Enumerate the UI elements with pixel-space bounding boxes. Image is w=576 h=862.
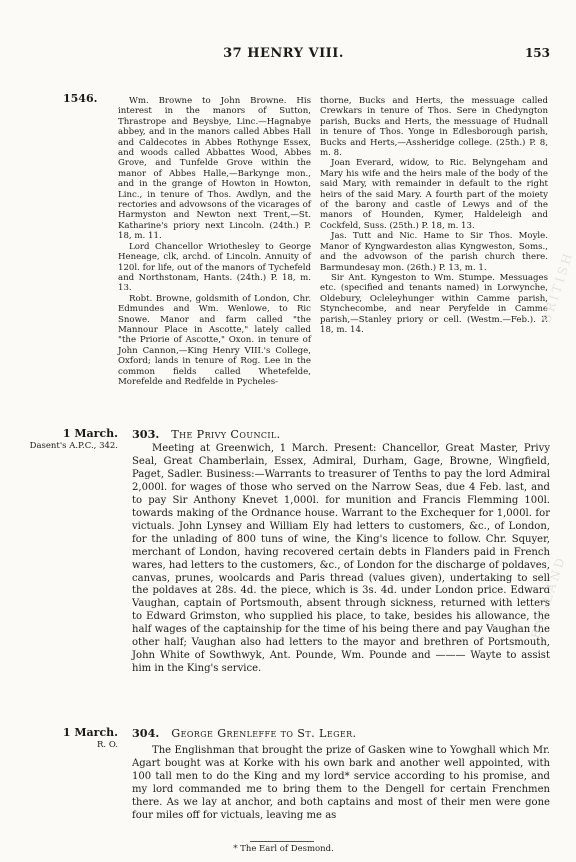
entry-304-margin xyxy=(20,727,118,751)
side-watermark: BRITISH xyxy=(539,249,576,325)
grant-paragraph: thorne, Bucks and Herts, the messuage called Crewkars in tenure of Thos. Sere in Chedyngton parish, Bucks and Herts, the messuage of Hudnall in tenure of Thos. Yonge in Edlesborough parish, Bucks and Herts,—Assheridge college. (25th.) P. 8, m. 8. xyxy=(320,96,548,159)
grant-paragraph: Sir Ant. Kyngeston to Wm. Stumpe. Messuages etc. (specified and tenants named) in Lorwynche, Oldebury, Ocleleyhunger within Camme parish, Stynchecombe, and near Peryfelde in Camme parish,—Stanley priory or cell. (Westm.—Feb.). P. 18, m. 14. xyxy=(320,272,548,335)
entry-303-margin xyxy=(20,428,118,452)
entry-304-body xyxy=(132,745,550,823)
page-title: 37 HENRY VIII. xyxy=(223,46,344,61)
side-watermark: ENGLAND xyxy=(528,553,569,641)
entry-title: The Privy Council. xyxy=(171,428,281,441)
footnote: * The Earl of Desmond. xyxy=(233,844,334,854)
entry-304-heading xyxy=(132,726,357,740)
entry-number: 304. xyxy=(132,726,160,740)
entry-303-body xyxy=(132,443,550,676)
entry-number: 303. xyxy=(132,427,160,441)
entry-date: 1 March. xyxy=(62,726,118,739)
grant-paragraph: Joan Everard, widow, to Ric. Belyngeham and Mary his wife and the heirs male of the body of the said Mary, with remainder in default to the right heirs of the said Mary. A fourth part of the moiety of the barony and castle of Lewys and of the manors of Hounden, Kymer, Haldeleigh and Cockfeld, Suss. (25th.) P. 18, m. 13. xyxy=(320,158,548,231)
grant-paragraph: Lord Chancellor Wriothesley to George Heneage, clk, archd. of Lincoln. Annuity of 120l. for life, out of the manors of Tychefeld and Northstonam, Hants. (24th.) P. 18, m. 13. xyxy=(118,241,311,294)
grant-paragraph: Jas. Tutt and Nic. Hame to Sir Thos. Moyle. Manor of Kyngwardeston alias Kyngweston, Soms., and the advowson of the parish church there. Barmundesay mon. (26th.) P. 13, m. 1. xyxy=(320,231,548,273)
right-column xyxy=(320,96,548,335)
entry-source: Dasent's A.P.C., 342. xyxy=(29,441,118,451)
year-margin: 1546. xyxy=(63,92,98,105)
entry-text: Meeting at Greenwich, 1 March. Present: Chancellor, Great Master, Privy Seal, Great Chamberlain, Essex, Admiral, Durham, Gage, Browne, Wingfield, Paget, Sadler. Business:—Warrants to treasurer of Tenths to pay the lord Admiral 2,000l. for wages of those who served on the Narrow Seas, due 4 Feb. last, and to pay Sir Anthony Knevet 1,000l. for munition and Francis Flemming 100l. towards making of the Ordnance house. Warrant to the Exchequer for 1,000l. for victuals. John Lynsey and William Ely had letters to customers, &c., of London, for the unlading of 800 tuns of wine, the King's licence to follow. Chr. Squyer, merchant of London, having recovered certain debts in Flanders paid in French wares, had letters to the customers, &c., of London for the discharge of poldaves, canvas, prunes, woolcards and Paris thread (values given), undertaking to sell the poldaves at 28s. 4d. the piece, which is 3s. 4d. under London price. Edward Vaughan, captain of Portsmouth, absent through sickness, returned with letters to Edward Grimston, who supplied his place, to take, besides his allowance, the half wages of the captainship for the time of his being there and pay Vaughan the other half; Vaughan also had letters to the mayor and brethren of Portsmouth, John White of Sowthwyk, Ant. Pounde, Wm. Pounde and ——— Wayte to assist him in the King's service. xyxy=(132,443,550,675)
page-number: 153 xyxy=(524,46,550,60)
entry-303-heading xyxy=(132,427,281,441)
grant-paragraph: Wm. Browne to John Browne. His interest in the manors of Sutton, Thrastrope and Beysbye, Linc.—Hagnabye abbey, and in the manors called Abbes Hall and Caldecotes in Abbes Rothynge Essex, and woods called Abbattes Wood, Abbes Grove, and Tunfelde Grove within the manor of Abbes Halle,—Barkynge mon., and in the grange of Howton in Howton, Linc., in tenure of Thos. Awdlyn, and the rectories and advowsons of the vicarages of Harmyston and Newton next Trent,—St. Katharine's priory next Lincoln. (24th.) P. 18, m. 11. xyxy=(118,96,311,242)
entry-title: George Grenleffe to St. Leger. xyxy=(171,727,357,740)
entry-source: R. O. xyxy=(97,740,118,750)
entry-text: The Englishman that brought the prize of Gasken wine to Yowghall which Mr. Agart bought was at Korke with his own bark and another well appointed, with 100 tall men to do the King and my lord* service according to his promise, and my lord commanded me to bring them to the Dengell for certain Frenchmen there. As we lay at anchor, and both captains and most of their men were gone four miles off for victuals, leaving me as xyxy=(132,745,550,821)
left-column xyxy=(118,96,311,387)
running-header xyxy=(0,46,567,66)
grant-paragraph: Robt. Browne, goldsmith of London, Chr. Edmundes and Wm. Wenlowe, to Ric Snowe. Manor and farm called "the Mannour Place in Ascotte," lately called "the Priorie of Ascotte," Oxon. in tenure of John Cannon,—King Henry VIII.'s College, Oxford; lands in tenure of Rog. Lee in the common fields called Whetefelde, Morefelde and Redfelde in Pycheles- xyxy=(118,293,311,387)
entry-date: 1 March. xyxy=(62,427,118,440)
footnote-rule xyxy=(250,841,314,842)
